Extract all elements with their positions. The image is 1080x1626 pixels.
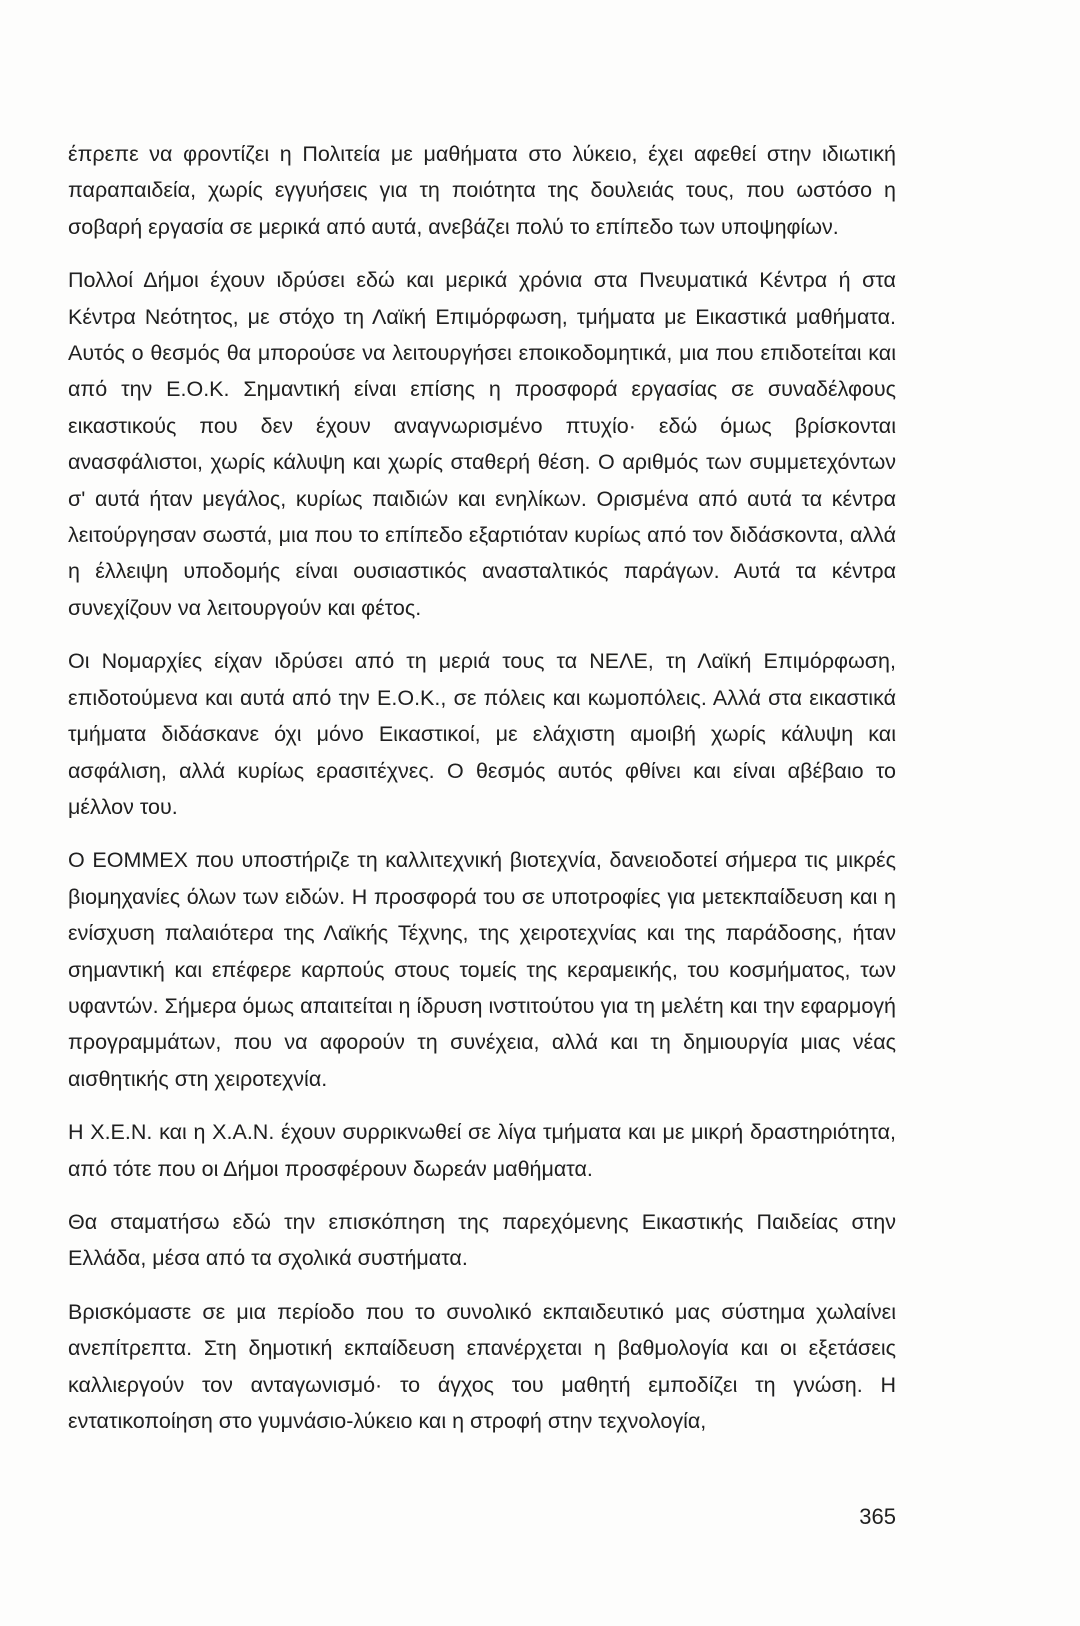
- body-text: [68, 136, 896, 1456]
- paragraph: Οι Νομαρχίες είχαν ιδρύσει από τη μεριά τους τα ΝΕΛΕ, τη Λαϊκή Επιμόρφωση, επιδοτούμενα και αυτά από την Ε.Ο.Κ., σε πόλεις και κωμοπόλεις. Αλλά στα εικαστικά τμήματα διδάσκανε όχι μόνο Εικαστικοί, με ελάχιστη αμοιβή χωρίς κάλυψη και ασφάλιση, αλλά κυρίως ερασιτέχνες. Ο θεσμός αυτός φθίνει και είναι αβέβαιο το μέλλον του.: [68, 649, 896, 819]
- paragraph: έπρεπε να φροντίζει η Πολιτεία με μαθήματα στο λύκειο, έχει αφεθεί στην ιδιωτική παραπαιδεία, χωρίς εγγυήσεις για τη ποιότητα της δουλειάς τους, που ωστόσο η σοβαρή εργασία σε μερικά από αυτά, ανεβάζει πολύ το επίπεδο των υποψηφίων.: [68, 142, 896, 239]
- paragraph: Θα σταματήσω εδώ την επισκόπηση της παρεχόμενης Εικαστικής Παιδείας στην Ελλάδα, μέσα από τα σχολικά συστήματα.: [68, 1209, 896, 1271]
- paragraph: Βρισκόμαστε σε μια περίοδο που το συνολικό εκπαιδευτικό μας σύστημα χωλαίνει ανεπίτρεπτα. Στη δημοτική εκπαίδευση επανέρχεται η βαθμολογία και οι εξετάσεις καλλιεργούν τον ανταγωνισμό· το άγχος του μαθητή εμποδίζει τη γνώση. Η εντατικοποίηση στο γυμνάσιο-λύκειο και η στροφή στην τεχνολογία,: [68, 1299, 896, 1433]
- paragraph: Η Χ.Ε.Ν. και η Χ.Α.Ν. έχουν συρρικνωθεί σε λίγα τμήματα και με μικρή δραστηριότητα, από τότε που οι Δήμοι προσφέρουν δωρεάν μαθήματα.: [68, 1120, 896, 1181]
- paragraph: Ο ΕΟΜΜΕΧ που υποστήριζε τη καλλιτεχνική βιοτεχνία, δανειοδοτεί σήμερα τις μικρές βιομηχανίες όλων των ειδών. Η προσφορά του σε υποτροφίες για μετεκπαίδευση και η ενίσχυση παλαιότερα της Λαϊκής Τέχνης, της χειροτεχνίας και της παράδοσης, ήταν σημαντική και επέφερε καρπούς στους τομείς της κεραμεικής, του κοσμήματος, των υφαντών. Σήμερα όμως απαιτείται η ίδρυση ινστιτούτου για τη μελέτη και την εφαρμογή προγραμμάτων, που να αφορούν τη συνέχεια, αλλά και τη δημιουργία μιας νέας αισθητικής στη χειροτεχνία.: [68, 848, 896, 1091]
- paragraph: Πολλοί Δήμοι έχουν ιδρύσει εδώ και μερικά χρόνια στα Πνευματικά Κέντρα ή στα Κέντρα Νεότητος, με στόχο τη Λαϊκή Επιμόρφωση, τμήματα με Εικαστικά μαθήματα. Αυτός ο θεσμός θα μπορούσε να λειτουργήσει εποικοδομητικά, μια που επιδοτείται και από την Ε.Ο.Κ. Σημαντική είναι επίσης η προσφορά εργασίας σε συναδέλφους εικαστικούς που δεν έχουν αναγνωρισμένο πτυχίο· εδώ όμως βρίσκονται ανασφάλιστοι, χωρίς κάλυψη και χωρίς σταθερή θέση. Ο αριθμός των συμμετεχόντων σ' αυτά ήταν μεγάλος, κυρίως παιδιών και ενηλίκων. Ορισμένα από αυτά τα κέντρα λειτούργησαν σωστά, μια που το επίπεδο εξαρτιόταν κυρίως από τον διδάσκοντα, αλλά η έλλειψη υποδομής είναι ουσιαστικός ανασταλτικός παράγων. Αυτά τα κέντρα συνεχίζουν να λειτουργούν και φέτος.: [68, 268, 896, 620]
- page-number: 365: [859, 1504, 896, 1529]
